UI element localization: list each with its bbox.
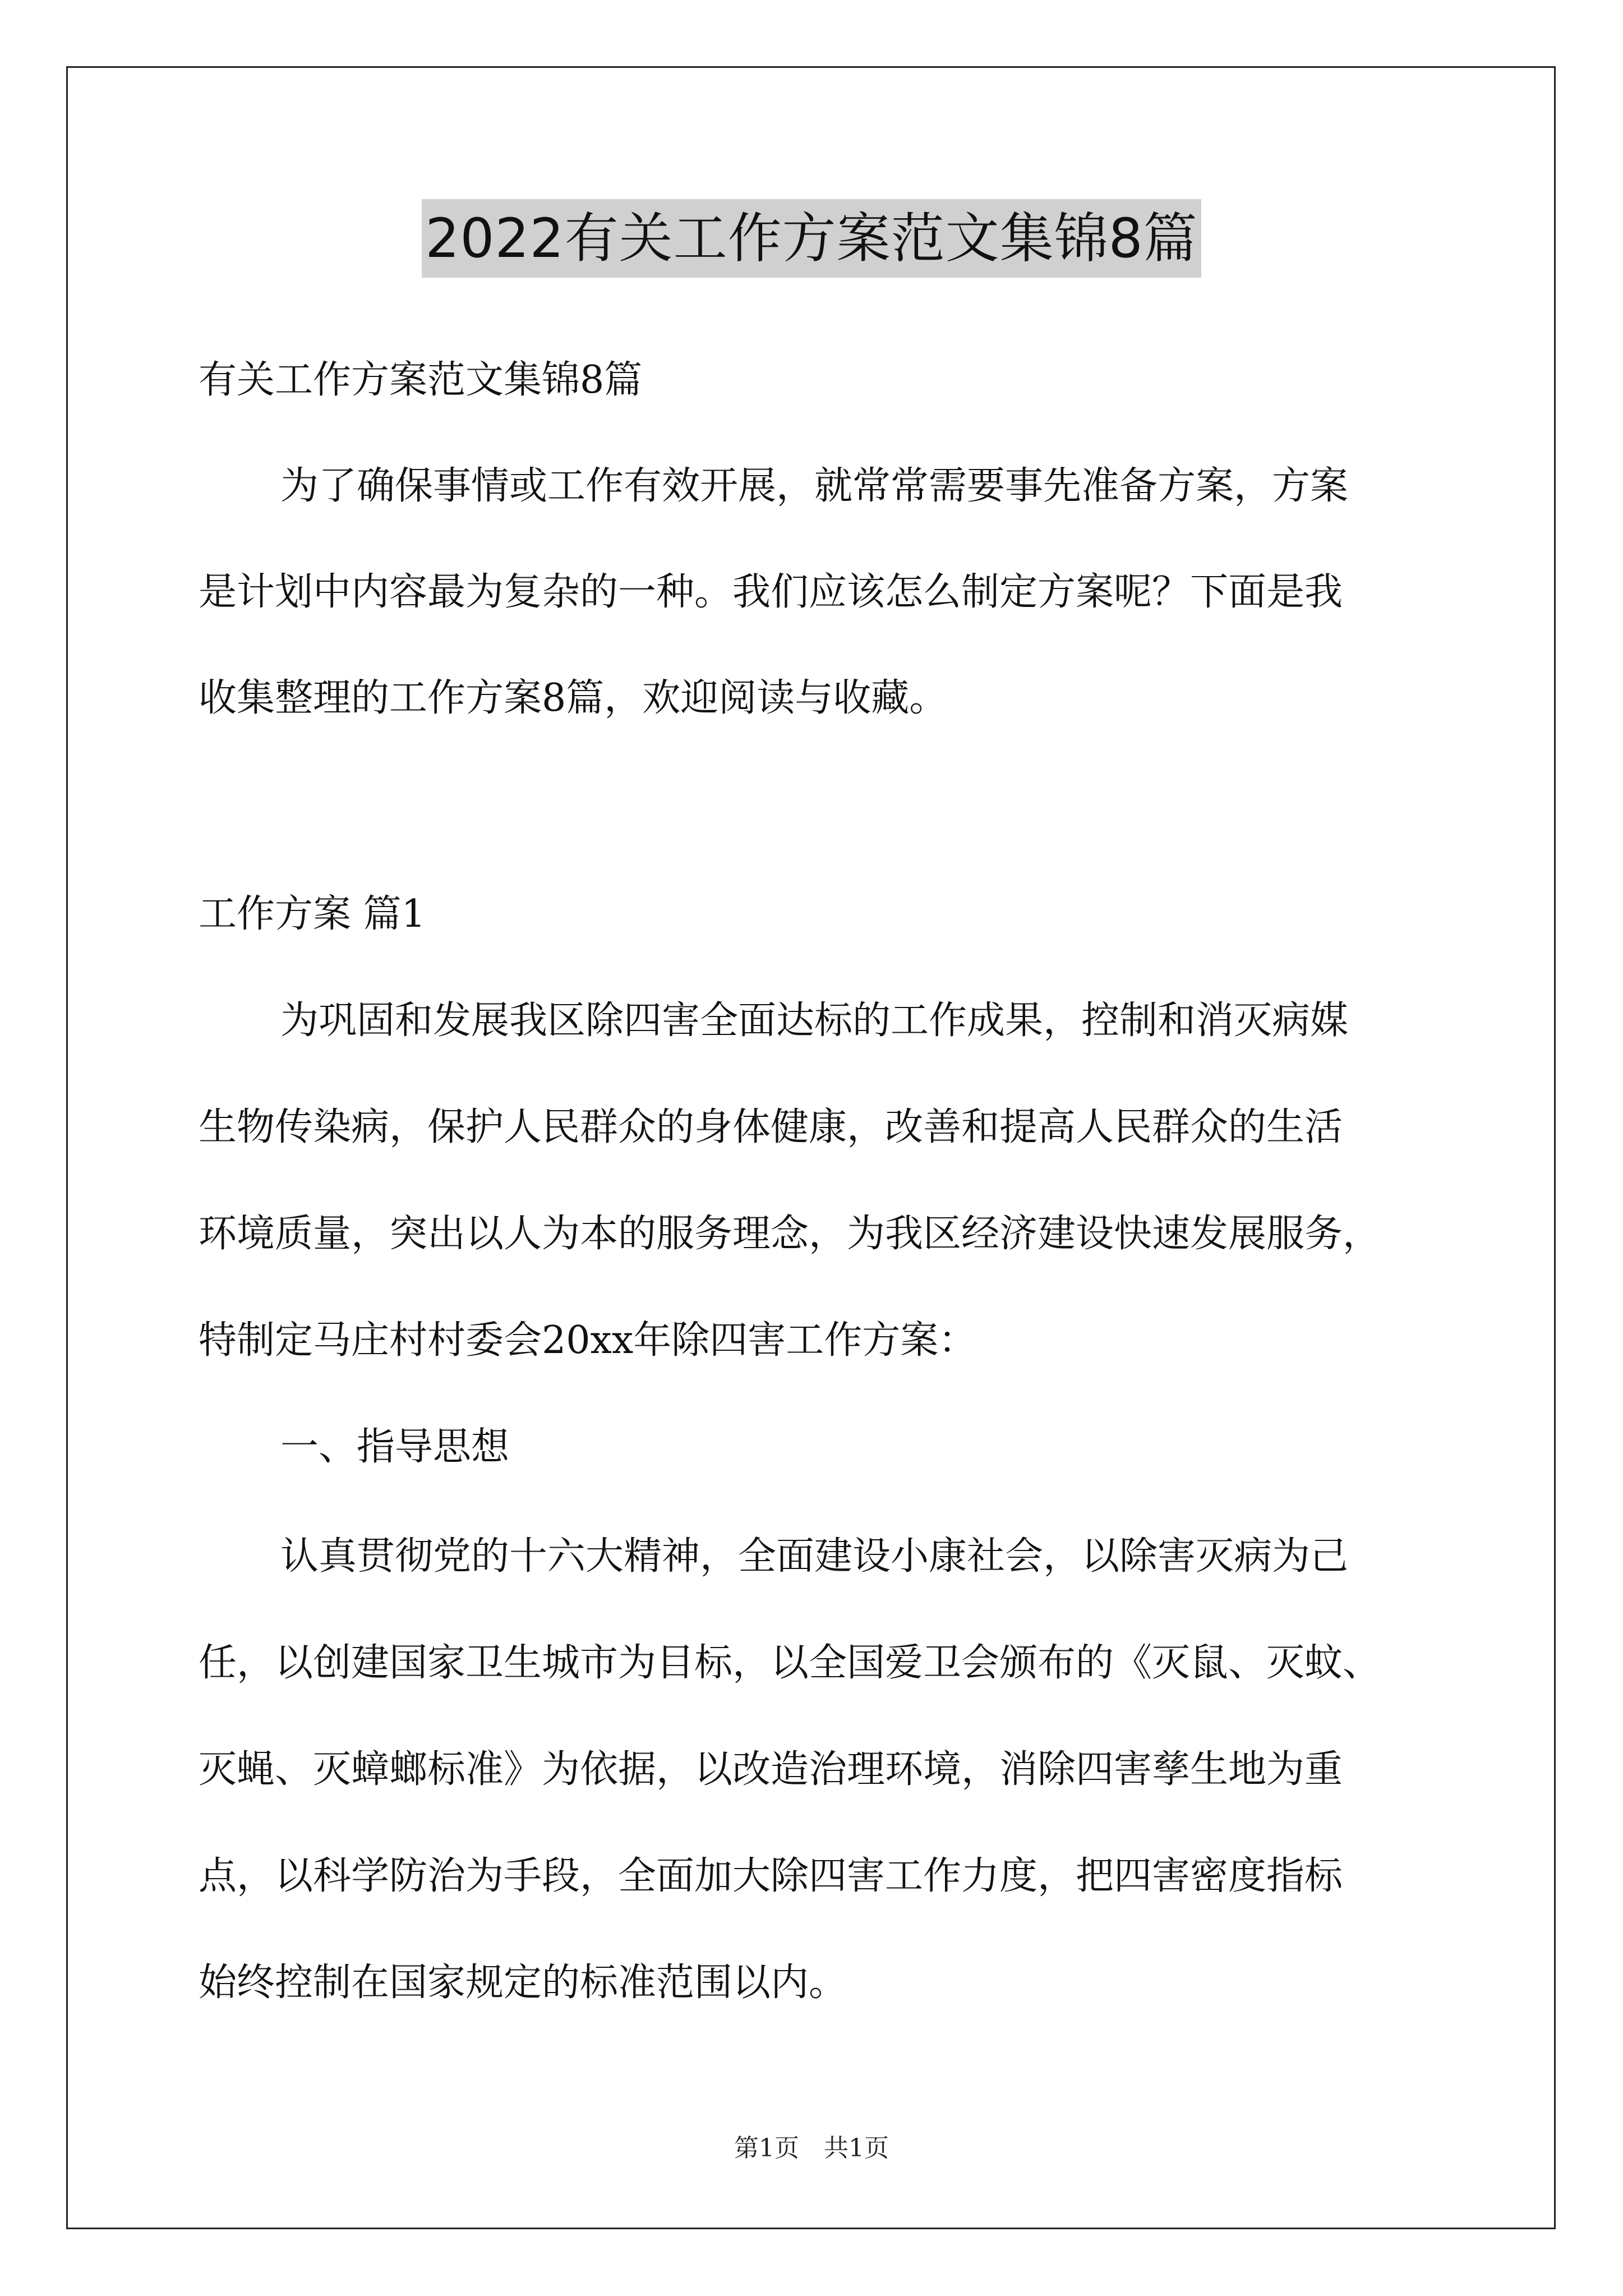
document-subtitle: 有关工作方案范文集锦8篇 bbox=[199, 358, 643, 402]
para2-line-2: 任，以创建国家卫生城市为目标，以全国爱卫会颁布的《灭鼠、灭蚊、 bbox=[199, 1641, 1381, 1685]
para1-line-4: 特制定马庄村村委会20xx年除四害工作方案： bbox=[199, 1318, 977, 1363]
page-footer: 第1页 共1页 bbox=[734, 2134, 889, 2162]
item-heading: 一、指导思想 bbox=[280, 1425, 510, 1469]
para1-line-1: 为巩固和发展我区除四害全面达标的工作成果，控制和消灭病媒 bbox=[280, 999, 1349, 1043]
para2-line-1: 认真贯彻党的十六大精神，全面建设小康社会，以除害灭病为己 bbox=[280, 1534, 1349, 1579]
para2-line-5: 始终控制在国家规定的标准范围以内。 bbox=[199, 1961, 847, 2005]
title-container bbox=[0, 199, 1623, 278]
document-title: 2022有关工作方案范文集锦8篇 bbox=[422, 199, 1201, 278]
intro-line-3: 收集整理的工作方案8篇，欢迎阅读与收藏。 bbox=[199, 676, 948, 720]
intro-line-1: 为了确保事情或工作有效开展，就常常需要事先准备方案，方案 bbox=[280, 464, 1349, 508]
para1-line-2: 生物传染病，保护人民群众的身体健康，改善和提高人民群众的生活 bbox=[199, 1105, 1343, 1149]
section-heading: 工作方案 篇1 bbox=[199, 892, 426, 936]
para2-line-3: 灭蝇、灭蟑螂标准》为依据，以改造治理环境，消除四害孳生地为重 bbox=[199, 1747, 1343, 1792]
intro-line-2: 是计划中内容最为复杂的一种。我们应该怎么制定方案呢？下面是我 bbox=[199, 570, 1343, 614]
para1-line-3: 环境质量，突出以人为本的服务理念，为我区经济建设快速发展服务， bbox=[199, 1212, 1381, 1256]
para2-line-4: 点，以科学防治为手段，全面加大除四害工作力度，把四害密度指标 bbox=[199, 1854, 1343, 1898]
